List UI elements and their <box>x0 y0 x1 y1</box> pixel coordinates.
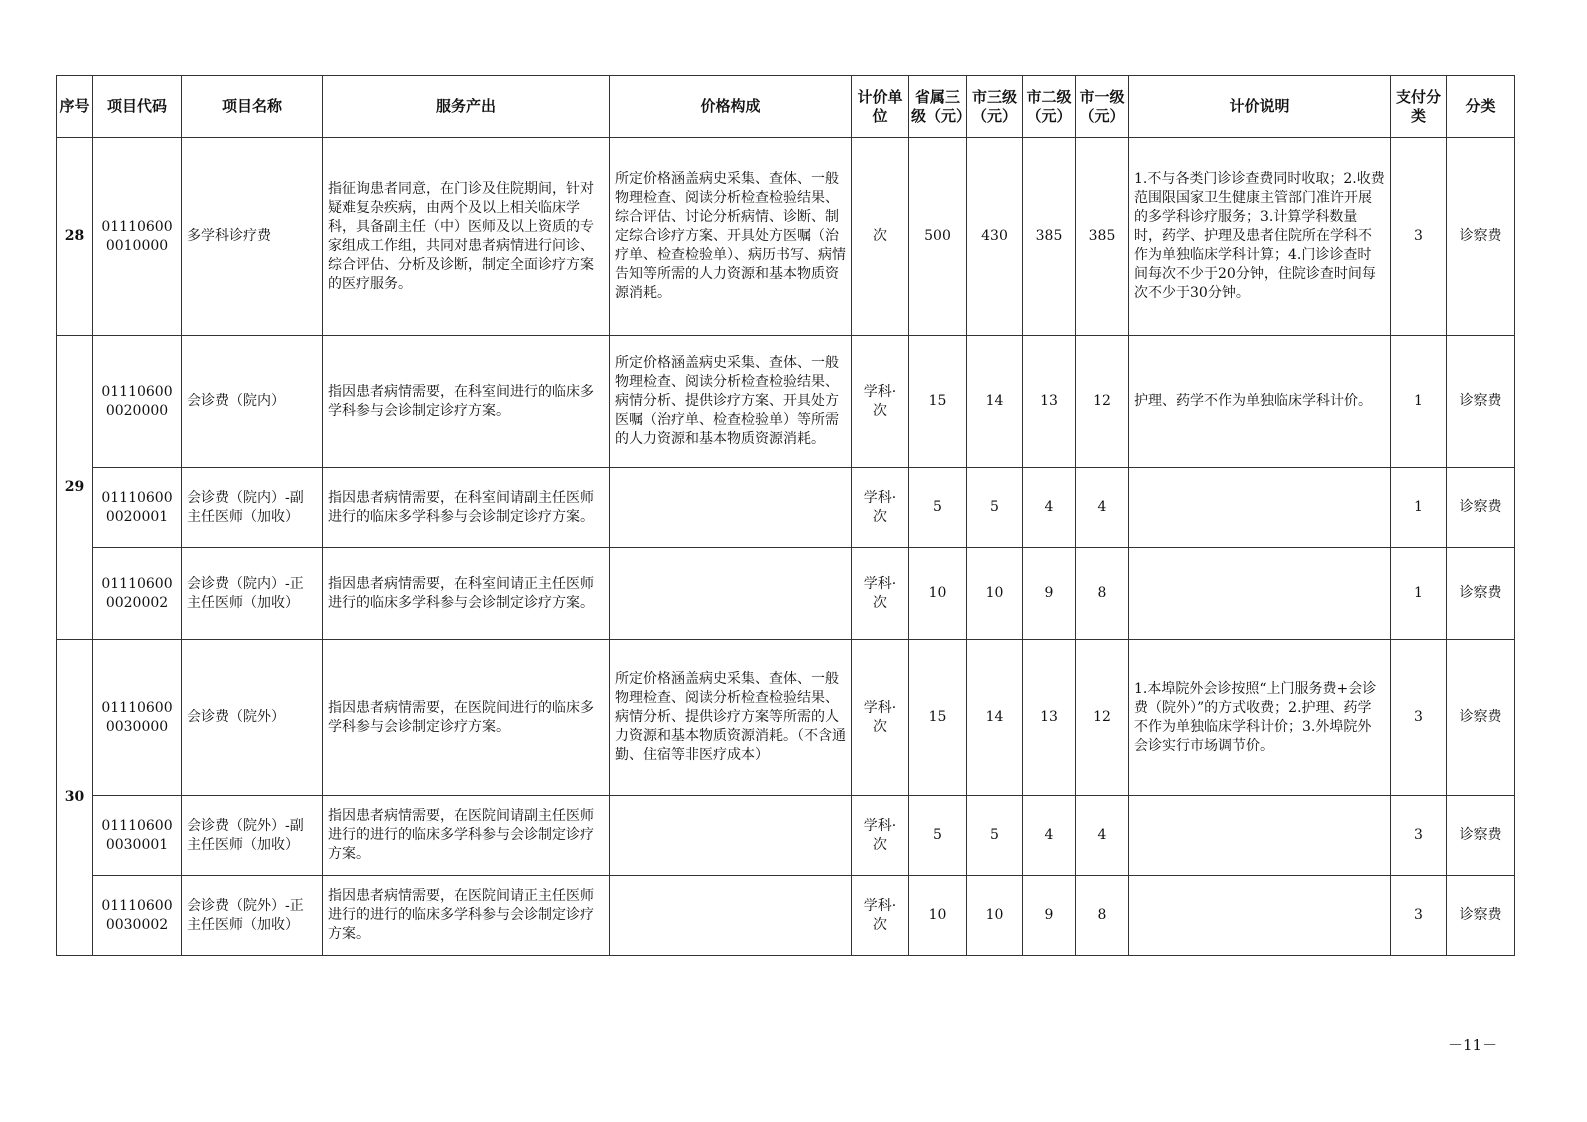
row-category: 诊察费 <box>1447 548 1515 640</box>
row-unit: 学科·次 <box>852 640 909 796</box>
row-code: 01110600 0030001 <box>93 796 182 876</box>
row-code: 01110600 0010000 <box>93 138 182 336</box>
row-city2: 13 <box>1023 640 1076 796</box>
row-unit: 学科·次 <box>852 796 909 876</box>
row-category: 诊察费 <box>1447 796 1515 876</box>
row-category: 诊察费 <box>1447 640 1515 796</box>
row-prov: 5 <box>909 468 967 548</box>
row-city3: 5 <box>967 796 1023 876</box>
header-pay: 支付分类 <box>1391 76 1447 138</box>
page-number: －11－ <box>1448 1036 1498 1054</box>
row-name: 会诊费（院外） <box>182 640 323 796</box>
row-note <box>1129 548 1391 640</box>
row-name: 会诊费（院外）-副主任医师（加收） <box>182 796 323 876</box>
row-prov: 15 <box>909 640 967 796</box>
row-service: 指因患者病情需要，在医院间进行的临床多学科参与会诊制定诊疗方案。 <box>323 640 610 796</box>
row-city3: 10 <box>967 876 1023 956</box>
table-header-row <box>57 76 1515 138</box>
row-code: 01110600 0020000 <box>93 336 182 468</box>
row-composition <box>610 796 852 876</box>
row-note: 1.不与各类门诊诊查费同时收取；2.收费范围限国家卫生健康主管部门准许开展的多学科诊疗服务；3.计算学科数量时，药学、护理及患者住院所在学科不作为单独临床学科计算；4.门诊诊查时间每次不少于20分钟，住院诊查时间每次不少于30分钟。 <box>1129 138 1391 336</box>
row-category: 诊察费 <box>1447 876 1515 956</box>
row-city3: 14 <box>967 336 1023 468</box>
row-composition <box>610 548 852 640</box>
row-unit: 学科·次 <box>852 876 909 956</box>
row-seq: 30 <box>57 640 93 956</box>
row-unit: 学科·次 <box>852 336 909 468</box>
row-pay: 1 <box>1391 468 1447 548</box>
row-category: 诊察费 <box>1447 138 1515 336</box>
header-note: 计价说明 <box>1129 76 1391 138</box>
row-code: 01110600 0020001 <box>93 468 182 548</box>
row-city2: 4 <box>1023 468 1076 548</box>
row-service: 指因患者病情需要，在医院间请副主任医师进行的进行的临床多学科参与会诊制定诊疗方案。 <box>323 796 610 876</box>
row-name: 会诊费（院内）-正主任医师（加收） <box>182 548 323 640</box>
row-city2: 9 <box>1023 548 1076 640</box>
row-code: 01110600 0030002 <box>93 876 182 956</box>
row-name: 多学科诊疗费 <box>182 138 323 336</box>
row-name: 会诊费（院内）-副主任医师（加收） <box>182 468 323 548</box>
row-unit: 学科·次 <box>852 548 909 640</box>
row-name: 会诊费（院内） <box>182 336 323 468</box>
row-pay: 3 <box>1391 640 1447 796</box>
row-category: 诊察费 <box>1447 336 1515 468</box>
row-city1: 8 <box>1076 876 1129 956</box>
row-code: 01110600 0020002 <box>93 548 182 640</box>
row-prov: 10 <box>909 876 967 956</box>
header-prov: 省属三级（元） <box>909 76 967 138</box>
row-service: 指因患者病情需要，在医院间请正主任医师进行的进行的临床多学科参与会诊制定诊疗方案。 <box>323 876 610 956</box>
row-service: 指因患者病情需要，在科室间进行的临床多学科参与会诊制定诊疗方案。 <box>323 336 610 468</box>
row-pay: 3 <box>1391 876 1447 956</box>
row-city1: 12 <box>1076 640 1129 796</box>
row-pay: 3 <box>1391 138 1447 336</box>
row-city3: 10 <box>967 548 1023 640</box>
row-city2: 13 <box>1023 336 1076 468</box>
header-seq: 序号 <box>57 76 93 138</box>
header-composition: 价格构成 <box>610 76 852 138</box>
row-prov: 10 <box>909 548 967 640</box>
table-row <box>57 640 1515 796</box>
row-unit: 学科·次 <box>852 468 909 548</box>
row-composition <box>610 468 852 548</box>
row-unit: 次 <box>852 138 909 336</box>
row-service: 指征询患者同意，在门诊及住院期间，针对疑难复杂疾病，由两个及以上相关临床学科，具备副主任（中）医师及以上资质的专家组成工作组，共同对患者病情进行问诊、综合评估、分析及诊断，制定全面诊疗方案的医疗服务。 <box>323 138 610 336</box>
row-city2: 4 <box>1023 796 1076 876</box>
table-row <box>57 796 1515 876</box>
row-name: 会诊费（院外）-正主任医师（加收） <box>182 876 323 956</box>
row-city2: 385 <box>1023 138 1076 336</box>
row-category: 诊察费 <box>1447 468 1515 548</box>
header-city1: 市一级（元） <box>1076 76 1129 138</box>
row-prov: 15 <box>909 336 967 468</box>
header-code: 项目代码 <box>93 76 182 138</box>
row-city1: 12 <box>1076 336 1129 468</box>
row-city1: 8 <box>1076 548 1129 640</box>
table-row <box>57 548 1515 640</box>
row-seq: 29 <box>57 336 93 640</box>
row-city1: 4 <box>1076 796 1129 876</box>
header-unit: 计价单位 <box>852 76 909 138</box>
header-service: 服务产出 <box>323 76 610 138</box>
table-row <box>57 468 1515 548</box>
header-name: 项目名称 <box>182 76 323 138</box>
row-note: 1.本埠院外会诊按照“上门服务费+会诊费（院外）”的方式收费；2.护理、药学不作为单独临床学科计价；3.外埠院外会诊实行市场调节价。 <box>1129 640 1391 796</box>
row-city1: 4 <box>1076 468 1129 548</box>
row-note <box>1129 876 1391 956</box>
row-pay: 1 <box>1391 548 1447 640</box>
row-prov: 500 <box>909 138 967 336</box>
row-city2: 9 <box>1023 876 1076 956</box>
table-row <box>57 138 1515 336</box>
row-note <box>1129 468 1391 548</box>
header-city2: 市二级（元） <box>1023 76 1076 138</box>
pricing-table <box>56 75 1515 956</box>
table-row <box>57 876 1515 956</box>
row-note <box>1129 796 1391 876</box>
row-city1: 385 <box>1076 138 1129 336</box>
row-pay: 3 <box>1391 796 1447 876</box>
row-composition: 所定价格涵盖病史采集、查体、一般物理检查、阅读分析检查检验结果、病情分析、提供诊疗方案等所需的人力资源和基本物质资源消耗。（不含通勤、住宿等非医疗成本） <box>610 640 852 796</box>
row-composition: 所定价格涵盖病史采集、查体、一般物理检查、阅读分析检查检验结果、病情分析、提供诊疗方案、开具处方医嘱（治疗单、检查检验单）等所需的人力资源和基本物质资源消耗。 <box>610 336 852 468</box>
row-composition <box>610 876 852 956</box>
row-prov: 5 <box>909 796 967 876</box>
row-pay: 1 <box>1391 336 1447 468</box>
table-row <box>57 336 1515 468</box>
row-city3: 5 <box>967 468 1023 548</box>
row-service: 指因患者病情需要，在科室间请副主任医师进行的临床多学科参与会诊制定诊疗方案。 <box>323 468 610 548</box>
row-city3: 14 <box>967 640 1023 796</box>
row-service: 指因患者病情需要，在科室间请正主任医师进行的临床多学科参与会诊制定诊疗方案。 <box>323 548 610 640</box>
row-code: 01110600 0030000 <box>93 640 182 796</box>
row-city3: 430 <box>967 138 1023 336</box>
row-composition: 所定价格涵盖病史采集、查体、一般物理检查、阅读分析检查检验结果、综合评估、讨论分析病情、诊断、制定综合诊疗方案、开具处方医嘱（治疗单、检查检验单）、病历书写、病情告知等所需的人力资源和基本物质资源消耗。 <box>610 138 852 336</box>
row-note: 护理、药学不作为单独临床学科计价。 <box>1129 336 1391 468</box>
header-city3: 市三级（元） <box>967 76 1023 138</box>
header-category: 分类 <box>1447 76 1515 138</box>
row-seq: 28 <box>57 138 93 336</box>
